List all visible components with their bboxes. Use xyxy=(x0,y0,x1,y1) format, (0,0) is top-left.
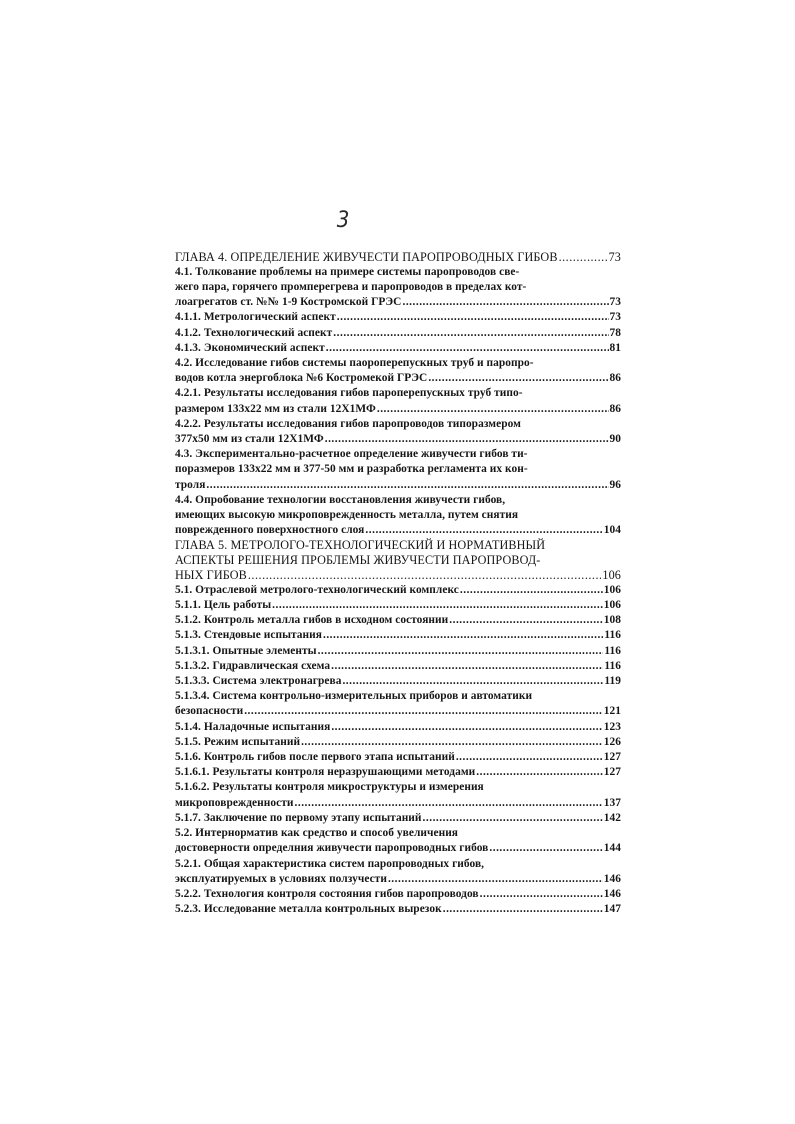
toc-entry-page: 73 xyxy=(608,250,621,264)
toc-entry-last-line xyxy=(175,432,621,447)
toc-entry-line: 4.2.2. Результаты исследования гибов паропроводов типоразмером xyxy=(175,417,521,430)
toc-entry xyxy=(175,583,621,598)
dot-leader xyxy=(325,432,609,447)
dot-leader xyxy=(331,720,602,735)
toc-entry-line: 4.3. Экспериментально-расчетное определение живучести гибов ти- xyxy=(175,448,528,461)
toc-entry-line: 4.2.1. Результаты исследования гибов пароперепускных труб типо- xyxy=(175,387,523,400)
toc-entry-title: 5.1.1. Цель работы xyxy=(175,599,272,612)
toc-entry-page: 144 xyxy=(603,842,621,855)
toc-entry-title: ГЛАВА 4. ОПРЕДЕЛЕНИЕ ЖИВУЧЕСТИ ПАРОПРОВОДНЫХ ГИБОВ xyxy=(175,250,558,264)
toc-entry-page: 123 xyxy=(603,720,621,733)
toc-entry-line: жего пара, горячего промперегрева и паропроводов в пределах кот- xyxy=(175,281,527,293)
dot-leader xyxy=(377,402,609,417)
toc-entry-line: 5.1.3.4. Система контрольно-измерительных приборов и автоматики xyxy=(175,690,533,703)
toc-entry xyxy=(175,644,621,659)
toc-entry-last-line xyxy=(175,326,621,341)
toc-entry xyxy=(175,310,621,325)
toc-entry-last-line xyxy=(175,644,621,659)
toc-entry-last-line xyxy=(175,250,621,265)
toc-entry-title: достоверности определния живучести паропроводных гибов xyxy=(175,842,489,855)
dot-leader xyxy=(449,613,603,628)
toc-entry-last-line xyxy=(175,295,621,310)
dot-leader xyxy=(402,295,608,310)
toc-entry-page: 147 xyxy=(603,903,621,916)
dot-leader xyxy=(476,765,603,780)
toc-entry-title: микроповрежденности xyxy=(175,796,294,809)
dot-leader xyxy=(295,796,603,811)
toc-entry-last-line xyxy=(175,796,621,811)
toc-entry-last-line xyxy=(175,735,621,750)
toc-entry-page: 126 xyxy=(603,735,621,748)
toc-entry xyxy=(175,735,621,750)
toc-entry-line: имеющих высокую микроповрежденность металла, путем снятия xyxy=(175,509,519,522)
toc-entry xyxy=(175,447,621,493)
toc-entry-line: поразмеров 133х22 мм и 377-50 мм и разработка регламента их кон- xyxy=(175,463,528,476)
toc-entry xyxy=(175,720,621,735)
toc-entry-last-line xyxy=(175,674,621,689)
toc-entry-title: троля xyxy=(175,478,206,491)
toc-entry-page: 78 xyxy=(609,326,621,339)
toc-entry-title: 5.2.3. Исследование металла контрольных вырезок xyxy=(175,903,442,916)
toc-entry-page: 119 xyxy=(604,675,621,688)
toc-entry-last-line xyxy=(175,872,621,887)
toc-entry-last-line xyxy=(175,568,621,583)
toc-entry-line: ГЛАВА 5. МЕТРОЛОГО-ТЕХНОЛОГИЧЕСКИЙ И НОРМАТИВНЫЙ xyxy=(175,538,546,553)
toc-entry-last-line xyxy=(175,811,621,826)
toc-entry-last-line xyxy=(175,841,621,856)
toc-entry-page: 137 xyxy=(603,796,621,809)
toc-entry-line: 4.4. Опробование технологии восстановления живучести гибов, xyxy=(175,493,506,506)
toc-entry-page: 127 xyxy=(603,766,621,779)
toc-entry-page: 106 xyxy=(603,583,621,596)
toc-chapter-entry xyxy=(175,538,621,582)
toc-entry xyxy=(175,902,621,917)
toc-entry-title: 5.1.5. Режим испытаний xyxy=(175,735,301,748)
toc-entry xyxy=(175,750,621,765)
toc-entry xyxy=(175,493,621,539)
toc-entry xyxy=(175,674,621,689)
toc-entry-line: 5.1.6.2. Результаты контроля микроструктуры и измерения xyxy=(175,781,484,794)
toc-entry-page: 146 xyxy=(603,872,621,885)
toc-entry-page: 104 xyxy=(603,524,621,537)
toc-entry-title: 5.1.6. Контроль гибов после первого этапа испытаний xyxy=(175,751,455,764)
toc-entry-title: 5.1.2. Контроль металла гибов в исходном состоянии xyxy=(175,614,449,627)
toc-entry xyxy=(175,341,621,356)
toc-entry-last-line xyxy=(175,720,621,735)
toc-entry-title: водов котла энергоблока №6 Костромекой ГРЭС xyxy=(175,372,428,385)
dot-leader xyxy=(423,811,603,826)
toc-entry-last-line xyxy=(175,887,621,902)
toc-entry-page: 146 xyxy=(603,887,621,900)
dot-leader xyxy=(489,841,602,856)
dot-leader xyxy=(342,674,603,689)
toc-entry-title: поврежденного поверхностного слоя xyxy=(175,524,365,537)
dot-leader xyxy=(272,598,603,613)
toc-entry xyxy=(175,857,621,887)
dot-leader xyxy=(559,250,608,265)
toc-entry xyxy=(175,386,621,416)
toc-entry-page: 121 xyxy=(603,705,621,718)
toc-entry xyxy=(175,887,621,902)
dot-leader xyxy=(365,523,602,538)
toc-entry-last-line xyxy=(175,750,621,765)
toc-entry-title: 5.1.4. Наладочные испытания xyxy=(175,720,331,733)
toc-entry-title: размером 133х22 мм из стали 12Х1МФ xyxy=(175,402,376,415)
toc-entry-title: 5.1.3.2. Гидравлическая схема xyxy=(175,659,331,672)
toc-entry-page: 108 xyxy=(603,614,621,627)
toc-entry-line: АСПЕКТЫ РЕШЕНИЯ ПРОБЛЕМЫ ЖИВУЧЕСТИ ПАРОПРОВОД- xyxy=(175,553,541,568)
dot-leader xyxy=(480,887,603,902)
toc-entry-title: лоагрегатов ст. №№ 1-9 Костромской ГРЭС xyxy=(175,296,402,309)
toc-entry-last-line xyxy=(175,478,621,493)
toc-entry-last-line xyxy=(175,659,621,674)
toc-entry xyxy=(175,826,621,856)
toc-entry-last-line xyxy=(175,765,621,780)
toc-entry-last-line xyxy=(175,583,621,598)
toc-entry-last-line xyxy=(175,902,621,917)
toc-entry-title: 4.1.1. Метрологический аспект xyxy=(175,311,336,324)
toc-entry-page: 127 xyxy=(603,751,621,764)
toc-entry xyxy=(175,628,621,643)
toc-entry-page: 90 xyxy=(609,433,621,446)
toc-entry-page: 116 xyxy=(604,659,621,672)
dot-leader xyxy=(331,659,603,674)
toc-entry xyxy=(175,811,621,826)
toc-entry-last-line xyxy=(175,402,621,417)
dot-leader xyxy=(443,902,603,917)
toc-entry-last-line xyxy=(175,523,621,538)
toc-entry-last-line xyxy=(175,613,621,628)
toc-entry-page: 86 xyxy=(609,372,621,385)
toc-entry-title: 5.1.6.1. Результаты контроля неразрушающими методами xyxy=(175,766,476,779)
toc-entry xyxy=(175,613,621,628)
toc-entry-title: 4.1.2. Технологический аспект xyxy=(175,326,333,339)
toc-entry-last-line xyxy=(175,704,621,719)
toc-entry-title: безопасности xyxy=(175,705,244,718)
toc-entry-page: 73 xyxy=(609,311,621,324)
toc-entry-title: 5.1.3. Стендовые испытания xyxy=(175,629,322,642)
toc-entry-line: 5.2. Интернорматив как средство и способ увеличения xyxy=(175,827,459,840)
toc-entry xyxy=(175,417,621,447)
toc-entry-title: 5.1.7. Заключение по первому этапу испытаний xyxy=(175,811,422,824)
toc-entry-page: 116 xyxy=(604,644,621,657)
toc-entry-page: 106 xyxy=(603,599,621,612)
toc-entry-last-line xyxy=(175,310,621,325)
dot-leader xyxy=(244,704,603,719)
toc-entry-title: НЫХ ГИБОВ xyxy=(175,568,247,583)
toc-entry-title: 5.1. Отраслевой метролого-технологический комплекс xyxy=(175,583,459,596)
toc-entry-page: 86 xyxy=(609,402,621,415)
dot-leader xyxy=(428,371,608,386)
toc-entry-title: эксплуатируемых в условиях ползучести xyxy=(175,872,387,885)
dot-leader xyxy=(206,478,608,493)
toc-entry-line: 5.2.1. Общая характеристика систем паропроводных гибов, xyxy=(175,857,485,870)
dot-leader xyxy=(333,326,608,341)
dot-leader xyxy=(323,628,603,643)
toc-entry xyxy=(175,265,621,311)
toc-entry xyxy=(175,780,621,810)
toc-entry-page: 106 xyxy=(602,568,621,583)
toc-entry-page: 73 xyxy=(609,296,621,309)
toc-entry-page: 116 xyxy=(604,629,621,642)
toc-entry-last-line xyxy=(175,341,621,356)
toc-chapter-entry xyxy=(175,250,621,265)
toc-entry-line: 4.2. Исследование гибов системы паороперепускных труб и паропро- xyxy=(175,357,534,370)
toc-entry xyxy=(175,598,621,613)
dot-leader xyxy=(326,341,609,356)
dot-leader xyxy=(460,583,603,598)
toc-entry xyxy=(175,659,621,674)
toc-entry-title: 5.1.3.1. Опытные элементы xyxy=(175,644,317,657)
dot-leader xyxy=(248,568,602,583)
toc-entry-page: 142 xyxy=(603,811,621,824)
toc-entry-title: 5.2.2. Технология контроля состояния гибов паропроводов xyxy=(175,887,479,900)
toc-entry-title: 4.1.3. Экономический аспект xyxy=(175,341,325,354)
dot-leader xyxy=(388,872,603,887)
toc-entry xyxy=(175,689,621,719)
toc-entry xyxy=(175,356,621,386)
dot-leader xyxy=(456,750,603,765)
dot-leader xyxy=(301,735,603,750)
toc-entry-last-line xyxy=(175,628,621,643)
dot-leader xyxy=(337,310,609,325)
toc-entry-last-line xyxy=(175,598,621,613)
toc-entry-page: 96 xyxy=(609,478,621,491)
toc-entry-title: 5.1.3.3. Система электронагрева xyxy=(175,675,342,688)
toc-entry xyxy=(175,765,621,780)
table-of-contents xyxy=(175,250,621,917)
page-number: 3 xyxy=(336,208,350,233)
toc-entry xyxy=(175,326,621,341)
toc-entry-last-line xyxy=(175,371,621,386)
toc-entry-title: 377х50 мм из стали 12Х1МФ xyxy=(175,433,324,446)
toc-entry-line: 4.1. Толкование проблемы на примере системы паропроводов све- xyxy=(175,265,520,278)
toc-entry-page: 81 xyxy=(609,341,621,354)
dot-leader xyxy=(318,644,604,659)
